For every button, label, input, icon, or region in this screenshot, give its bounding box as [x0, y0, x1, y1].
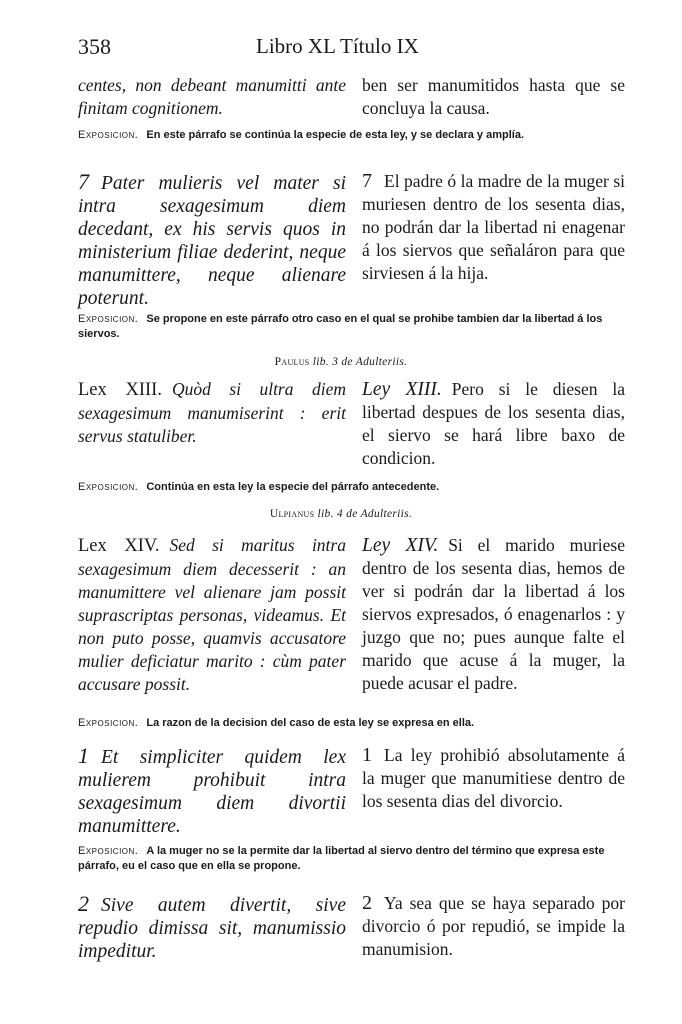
exposicion-note [78, 844, 625, 874]
latin-text: Sive autem divertit, sive repudio dimissa sit, manumissio impeditur. [78, 895, 346, 962]
spanish-paragraph [362, 170, 625, 285]
ley-label: Ley XIII. [362, 379, 442, 400]
spanish-paragraph [362, 534, 625, 695]
exposicion-note [78, 312, 625, 342]
paragraph-1 [78, 744, 625, 836]
exposicion-text: Se propone en este párrafo otro caso en el qual se prohibe tambien dar la libertad á los siervos. [78, 313, 603, 340]
exposicion-label: Exposicion. [78, 129, 139, 141]
exposicion-label: Exposicion. [78, 717, 139, 729]
running-title: Libro XL Título IX [256, 34, 419, 58]
ley-label: Ley XIV. [362, 535, 439, 556]
spanish-text: El padre ó la madre de la muger si muriesen dentro de los sesenta dias, no podrán dar la libertad ni enagenar á los siervos que señaláron para que sirviesen á la hija. [362, 171, 625, 283]
spanish-text: Si el marido muriese dentro de los sesenta dias, hemos de ver si podrán dar la libertad á los siervos expresados, ó enagenarlos : y juzgo que no; pues aunque falte el marido que acuse á la muger, la puede acusar el padre. [362, 535, 625, 693]
lex-label: Lex XIII. [78, 380, 162, 400]
latin-paragraph [78, 170, 346, 310]
lex-xiv [78, 534, 625, 710]
latin-text: Sed si maritus intra sexagesimum diem decesserit : an manumittere vel alienare jam possit suprascriptas personas, videamus. Et non puto posse, quamvis accusatore mulier deficiatur marito : cùm pater accusare possit. [78, 535, 346, 694]
source-reference: lib. 4 de Adulteriis. [317, 508, 413, 520]
source-citation [0, 356, 682, 368]
paragraph-number: 7 [362, 170, 372, 192]
exposicion-note [78, 716, 625, 731]
source-reference: lib. 3 de Adulteriis. [312, 356, 408, 368]
exposicion-text: A la muger no se la permite dar la libertad al siervo dentro del término que expresa este párrafo, eu el caso que en ella se propone. [78, 845, 605, 872]
paragraph-number: 2 [78, 891, 89, 916]
paragraph-2 [78, 892, 625, 962]
latin-paragraph [78, 378, 346, 448]
latin-paragraph [78, 892, 346, 963]
latin-text: Et simpliciter quidem lex mulierem prohibuit intra sexagesimum diem divortii manumittere. [78, 747, 346, 837]
exposicion-note [78, 480, 625, 495]
exposicion-note [78, 128, 625, 143]
lex-xiii [78, 378, 625, 470]
exposicion-text: En este párrafo se continúa la especie de esta ley, y se declara y amplía. [146, 129, 525, 141]
spanish-paragraph [362, 892, 625, 961]
latin-paragraph [78, 744, 346, 838]
page-number: 358 [78, 34, 111, 59]
paragraph-7 [78, 170, 625, 310]
source-author: Ulpianus [269, 508, 315, 520]
page-header [78, 34, 623, 64]
latin-text: Quòd si ultra diem sexagesimum manumiserint : erit servus statuliber. [78, 379, 346, 446]
spanish-text: Pero si le diesen la libertad despues de los sesenta dias, el siervo se hará libre baxo de condicion. [362, 379, 625, 468]
spanish-paragraph [362, 378, 625, 470]
spanish-text: Ya sea que se haya separado por divorcio ó por repudió, se impide la manumision. [362, 893, 625, 959]
source-author: Paulus [274, 356, 310, 368]
source-citation [0, 508, 682, 520]
lex-label: Lex XIV. [78, 536, 160, 556]
latin-text: Pater mulieris vel mater si intra sexagesimum diem decedant, ex his servis quos in ministerium filiae dederint, neque manumittere, neque alienare poterunt. [78, 173, 346, 309]
exposicion-label: Exposicion. [78, 313, 139, 325]
latin-text: centes, non debeant manumitti ante finitam cognitionem. [78, 75, 346, 118]
spanish-paragraph [362, 744, 625, 813]
spanish-text: ben ser manumitidos hasta que se concluya la causa. [362, 75, 625, 118]
exposicion-label: Exposicion. [78, 845, 139, 857]
paragraph-number: 2 [362, 892, 372, 914]
paragraph-number: 7 [78, 169, 89, 194]
exposicion-text: Continúa en esta ley la especie del párrafo antecedente. [146, 481, 440, 493]
exposicion-label: Exposicion. [78, 481, 139, 493]
paragraph-number: 1 [362, 744, 372, 766]
paragraph-number: 1 [78, 743, 89, 768]
exposicion-text: La razon de la decision del caso de esta ley se expresa en ella. [146, 717, 475, 729]
latin-paragraph [78, 534, 346, 696]
paragraph-continuation [78, 74, 625, 124]
spanish-text: La ley prohibió absolutamente á la muger que manumitiese dentro de los sesenta dias del divorcio. [362, 745, 625, 811]
